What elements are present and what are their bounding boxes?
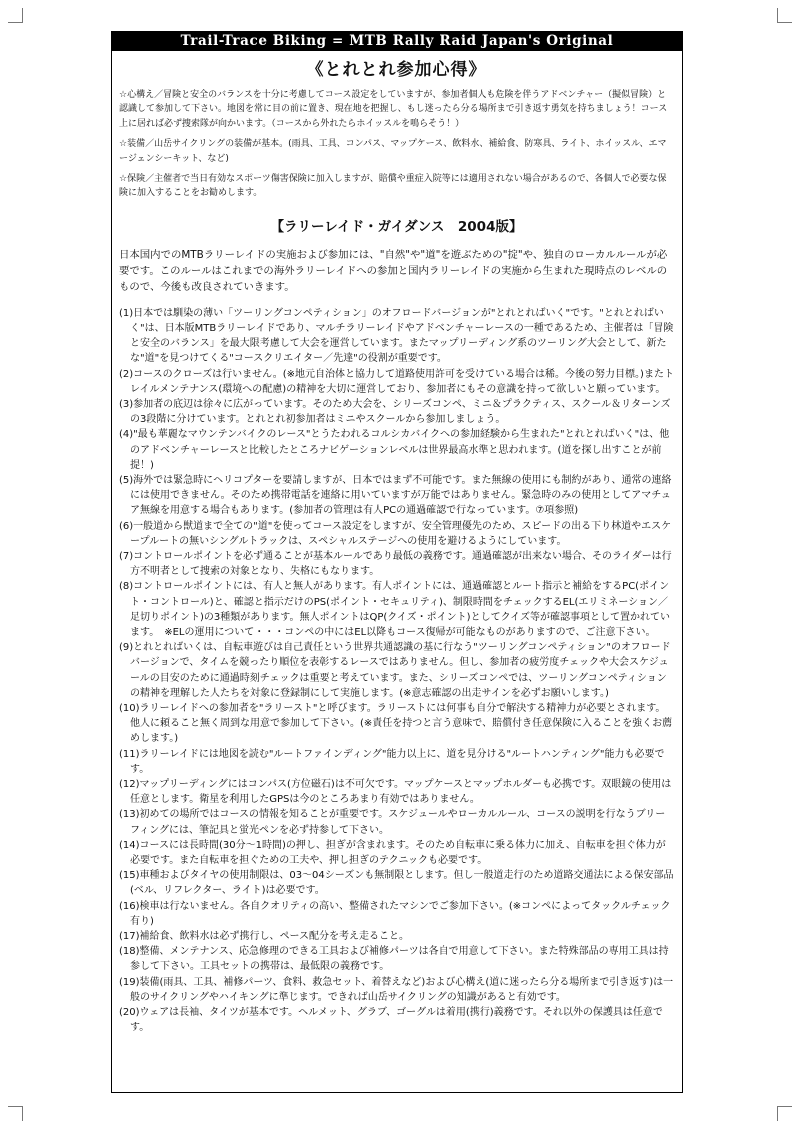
list-item: (11)ラリーレイドには地図を読む"ルートファインディング"能力以上に、道を見分ける"ルートハンティング"能力も必要です。 <box>119 748 665 775</box>
guidance-list <box>119 306 674 1036</box>
crop-mark-bottom-right <box>777 1106 792 1121</box>
list-item: (14)コースには長時間(30分～1時間)の押し、担ぎが含まれます。そのため自転車に乗る体力に加え、自転車を担ぐ体力が必要です。また自転車を担ぐための工夫や、押し担ぎのテクニックも必要です。 <box>119 839 666 867</box>
list-item: (5)海外では緊急時にヘリコプターを要請しますが、日本ではまず不可能です。また無線の使用にも制約があり、通常の連絡には使用できません。そのため携帯電話を連絡に用いていますが万能ではありません。緊急時のみの使用としてアマチュア無線を用意する場合もあります。(参加者の管理は有人PCの通過確認で行なっています。⑦項参照) <box>119 474 672 517</box>
list-item: (17)補給食、飲料水は必ず携行し、ペース配分を考え走ること。 <box>119 931 410 943</box>
list-item: (9)とれとればいくは、自転車遊びは自己責任という世界共通認識の基に行なう"ツーリングコンペティション"のオフロードバージョンで、タイムを競ったり順位を表彰するレースではありません。但し、参加者の疲労度チェックや大会スケジュールの目安のために通過時刻チェックは重要と考えています。また、シリーズコンペでは、ツーリングコンペティションの精神を理解した人たちを対象に登録制にして実施します。(※意志確認の出走サインを必ずお願いします。) <box>119 642 671 699</box>
list-item: (8)コントロールポイントには、有人と無人があります。有人ポイントには、通過確認とルート指示と補給をするPC(ポイント・コントロール)と、確認と指示だけのPS(ポイント・セキュリティ)、制限時間をチェックするEL(エリミネーション／足切りポイント)の3種類があります。無人ポイントはQP(クイズ・ポイント)としてクイズ等が確認事項として置かれています。 ※ELの運用について・・・コンペの中にはEL以降もコース復帰が可能なものがありますので、ご注意下さい。 <box>119 581 670 638</box>
document-frame <box>111 31 683 1093</box>
title-banner: Trail-Trace Biking = MTB Rally Raid Japan's Original <box>112 32 682 51</box>
document-body <box>112 55 682 1035</box>
guidance-intro: 日本国内でのMTBラリーレイドの実施および参加には、"自然"や"道"を遊ぶための"掟"や、独自のローカルルールが必要です。このルールはこれまでの海外ラリーレイドへの参加と国内ラリーレイドの実施から生まれた現時点のレベルのもので、今後も改良されていきます。 <box>119 248 668 294</box>
note-insurance: ☆保険／主催者で当日有効なスポーツ傷害保険に加入しますが、賠償や重症入院等には適用されない場合があるので、各個人で必要な保険に加入することをお勧めします。 <box>119 174 667 199</box>
list-item: (3)参加者の底辺は徐々に広がっています。そのため大会を、シリーズコンペ、ミニ＆プラクティス、スクール＆リターンズの3段階に分けています。とれとれ初参加者はミニやスクールから参加しましょう。 <box>119 398 671 426</box>
guidance-heading: 【ラリーレイド・ガイダンス 2004版】 <box>270 218 523 235</box>
list-item: (6)一般道から獣道まで全ての"道"を使ってコース設定をしますが、安全管理優先のため、スピードの出る下り林道やエスケープルートの無いシングルトラックは、スペシャルステージへの使用を避けるようにしています。 <box>119 520 672 547</box>
participation-guide-heading: 《とれとれ参加心得》 <box>306 60 487 80</box>
list-item: (4)"最も華麗なマウンテンバイクのレース"とうたわれるコルシカバイクへの参加経験から生まれた"とれとればいく"は、他のアドベンチャーレースと比較したところナビゲーションレベルは世界最高水準と思われます。(道を探し出すことが前提！) <box>119 429 670 471</box>
list-item: (2)コースのクローズは行いません。(※地元自治体と協力して道路使用許可を受けている場合は稀。今後の努力目標。)またトレイルメンテナンス(環境への配慮)の精神を大切に運営しており、参加者にもその意識を持って欲しいと願っています。 <box>119 368 674 395</box>
list-item: (20)ウェアは長袖、タイツが基本です。ヘルメット、グラブ、ゴーグルは着用(携行)義務です。それ以外の保護具は任意です。 <box>119 1007 663 1034</box>
list-item: (12)マップリーディングにはコンパス(方位磁石)は不可欠です。マップケースとマップホルダーも必携です。双眼鏡の使用は任意とします。衛星を利用したGPSは今のところあまり有効ではありません。 <box>119 779 672 806</box>
list-item: (18)整備、メンテナンス、応急修理のできる工具および補修パーツは各自で用意して下さい。また特殊部品の専用工具は持参して下さい。工具セットの携帯は、最低限の義務です。 <box>119 946 669 973</box>
list-item: (7)コントロールポイントを必ず通ることが基本ルールであり最低の義務です。通過確認が出来ない場合、そのライダーは行方不明者として捜索の対象となり、失格にもなります。 <box>119 550 672 578</box>
list-item: (1)日本では馴染の薄い「ツーリングコンペティション」のオフロードバージョンが"とれとればいく"です。"とれとればいく"は、日本版MTBラリーレイドであり、マルチラリーレイドやアドベンチャーレースの一種であるため、主催者は「冒険と安全のバランス」を最大限考慮して大会を運営しています。またマップリーディング系のツーリング大会として、新たな"道"を見つけてくる"コースクリエイター／先達"の役割が重要です。 <box>119 307 674 365</box>
list-item: (19)装備(雨具、工具、補修パーツ、食料、救急セット、着替えなど)および心構え(道に迷ったら分る場所まで引き返す)は一般のサイクリングやハイキングに準じます。できれば山岳サイクリングの知識があると有効です。 <box>119 976 674 1003</box>
list-item: (16)検車は行ないません。各自クオリティの高い、整備されたマシンでご参加下さい。(※コンペによってタックルチェック有り) <box>119 900 671 927</box>
note-attitude: ☆心構え／冒険と安全のバランスを十分に考慮してコース設定をしていますが、参加者個人も危険を伴うアドベンチャー（擬似冒険）と認識して参加して下さい。地図を常に目の前に置き、現在地を把握し、もし迷ったら分る場所まで引き返す勇気を持ちましょう！コース上に居れば必ず捜索隊が向かいます。（コースから外れたらホイッスルを鳴らそう！） <box>119 90 668 129</box>
note-equipment: ☆装備／山岳サイクリングの装備が基本。(雨具、工具、コンパス、マップケース、飲料水、補給食、防寒具、ライト、ホイッスル、エマージェンシーキット、など) <box>119 139 667 164</box>
list-item: (15)車種およびタイヤの使用制限は、03～04シーズンも無制限とします。但し一般道走行のため道路交通法による保安部品(ベル、リフレクター、ライト)は必要です。 <box>119 870 674 897</box>
crop-mark-top-left <box>8 8 23 23</box>
list-item: (13)初めての場所ではコースの情報を知ることが重要です。スケジュールやローカルルール、コースの説明を行なうブリーフィングには、筆記具と蛍光ペンを必ず持参して下さい。 <box>119 809 666 836</box>
crop-mark-top-right <box>777 8 792 23</box>
list-item: (10)ラリーレイドへの参加者を"ラリースト"と呼びます。ラリーストには何事も自分で解決する精神力が必要とされます。他人に頼ること無く周到な用意で参加して下さい。(※責任を持つと言う意味で、賠償付き任意保険に入ることを強くお薦めします。) <box>119 703 673 745</box>
crop-mark-bottom-left <box>8 1106 23 1121</box>
